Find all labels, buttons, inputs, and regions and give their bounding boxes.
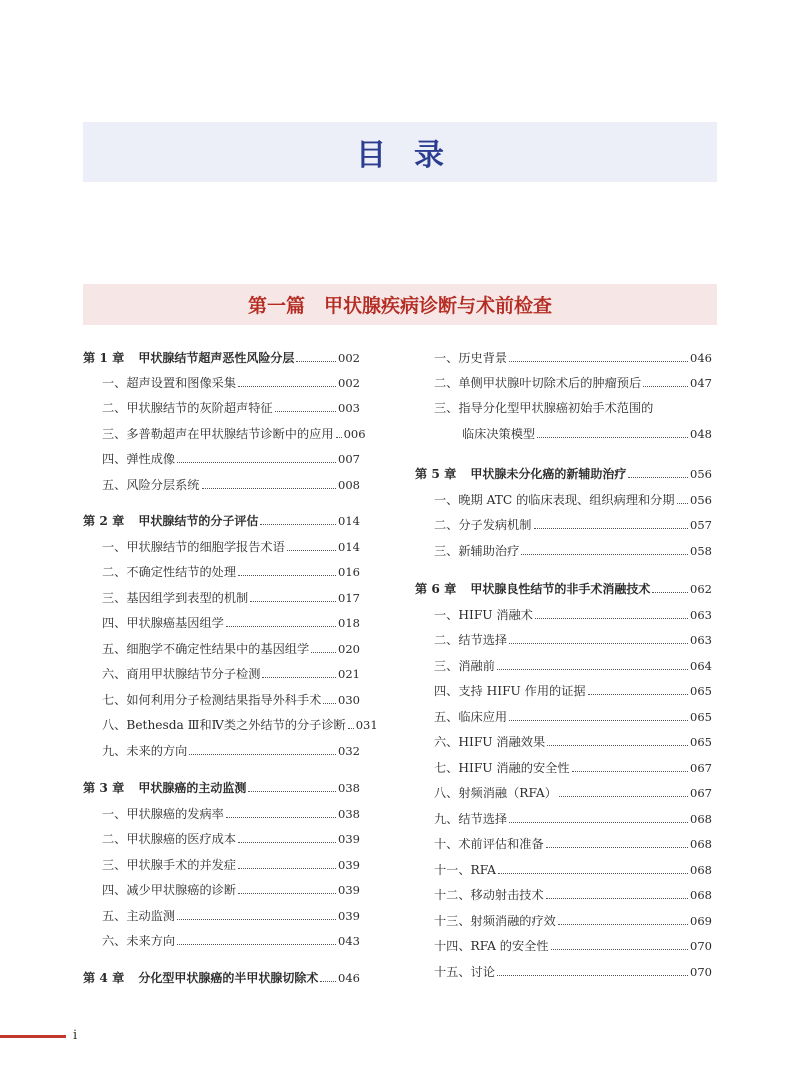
toc-entry-label: 六、未来方向 — [102, 934, 176, 948]
toc-section-entry[interactable] — [415, 960, 712, 980]
toc-page-number: 048 — [690, 427, 712, 441]
toc-entry-label: 八、射频消融（RFA） — [434, 786, 557, 800]
toc-section-entry[interactable] — [415, 909, 712, 929]
toc-entry-label: 二、单侧甲状腺叶切除术后的肿瘤预后 — [434, 376, 642, 390]
chapter-number: 第 4 章 — [83, 971, 125, 985]
toc-entry-label — [83, 513, 258, 529]
dot-leader — [296, 361, 336, 362]
toc-page-number: 063 — [690, 633, 712, 647]
footer-accent-bar — [0, 1035, 66, 1038]
toc-page-number: 002 — [338, 351, 360, 365]
toc-section-entry[interactable] — [415, 883, 712, 903]
toc-section-entry[interactable] — [415, 705, 712, 725]
toc-page-number: 038 — [338, 807, 360, 821]
toc-section-entry[interactable] — [83, 371, 360, 391]
toc-page-number: 056 — [690, 493, 712, 507]
toc-entry-label: 临床决策模型 — [462, 427, 536, 441]
toc-entry-label: 四、支持 HIFU 作用的证据 — [434, 684, 586, 698]
dot-leader — [509, 720, 688, 721]
toc-section-entry[interactable] — [415, 781, 712, 801]
toc-chapter-entry[interactable] — [415, 462, 712, 482]
dot-leader — [509, 822, 688, 823]
toc-page-number: 017 — [338, 591, 360, 605]
toc-entry-label: 十二、移动射击技术 — [434, 888, 544, 902]
toc-page-number: 030 — [338, 693, 360, 707]
toc-title: 目录 — [356, 138, 472, 173]
toc-entry-label: 三、多普勒超声在甲状腺结节诊断中的应用 — [102, 427, 334, 441]
toc-section-entry[interactable] — [83, 586, 360, 606]
part-title: 第一篇 甲状腺疾病诊断与术前检查 — [247, 295, 552, 317]
dot-leader — [287, 550, 336, 551]
toc-page-number: 058 — [690, 544, 712, 558]
dot-leader — [238, 868, 336, 869]
dot-leader — [559, 796, 688, 797]
toc-page-number: 068 — [690, 888, 712, 902]
toc-entry-label: 二、甲状腺癌的医疗成本 — [102, 832, 237, 846]
dot-leader — [497, 669, 688, 670]
dot-leader — [250, 601, 336, 602]
dot-leader — [537, 437, 688, 438]
toc-entry-label: 六、商用甲状腺结节分子检测 — [102, 667, 261, 681]
dot-leader — [534, 528, 689, 529]
dot-leader — [643, 386, 688, 387]
toc-page-number: 008 — [338, 478, 360, 492]
toc-entry-label — [83, 350, 294, 366]
toc-page-number: 039 — [338, 883, 360, 897]
toc-entry-label: 六、HIFU 消融效果 — [434, 735, 546, 749]
toc-entry-label — [83, 780, 246, 796]
chapter-title: 甲状腺未分化癌的新辅助治疗 — [470, 467, 627, 481]
toc-page-number: 038 — [338, 781, 360, 795]
toc-chapter-entry[interactable] — [83, 776, 360, 796]
toc-entry-label: 三、指导分化型甲状腺癌初始手术范围的 — [434, 401, 654, 415]
toc-page-number: 065 — [690, 710, 712, 724]
toc-entry-label: 十一、RFA — [434, 863, 496, 877]
toc-entry-label: 三、基因组学到表型的机制 — [102, 591, 249, 605]
toc-section-entry[interactable] — [415, 730, 712, 750]
toc-page-number: 043 — [338, 934, 360, 948]
toc-page-number: 056 — [690, 467, 712, 481]
toc-page-number: 046 — [338, 971, 360, 985]
toc-page-number: 065 — [690, 735, 712, 749]
toc-page-number: 014 — [338, 514, 360, 528]
toc-page-number: 014 — [338, 540, 360, 554]
chapter-title: 甲状腺癌的主动监测 — [138, 781, 247, 795]
toc-entry-label: 三、消融前 — [434, 659, 495, 673]
toc-section-entry[interactable] — [83, 904, 360, 924]
toc-entry-label: 十三、射频消融的疗效 — [434, 914, 556, 928]
dot-leader — [260, 524, 336, 525]
toc-entry-label: 四、弹性成像 — [102, 452, 176, 466]
toc-entry-label: 九、结节选择 — [434, 812, 508, 826]
toc-page-number: 002 — [338, 376, 360, 390]
toc-page-number: 070 — [690, 939, 712, 953]
dot-leader — [226, 626, 336, 627]
chapter-title: 分化型甲状腺癌的半甲状腺切除术 — [138, 971, 319, 985]
toc-page-number: 021 — [338, 667, 360, 681]
toc-section-entry[interactable] — [83, 473, 360, 493]
toc-section-entry[interactable] — [83, 422, 366, 442]
dot-leader — [546, 898, 688, 899]
toc-section-entry[interactable] — [415, 832, 712, 852]
toc-section-entry[interactable] — [83, 853, 360, 873]
chapter-title: 甲状腺结节超声恶性风险分层 — [138, 351, 295, 365]
toc-section-entry[interactable] — [415, 422, 712, 442]
dot-leader — [177, 919, 336, 920]
toc-page-number: 046 — [690, 351, 712, 365]
toc-page-number: 031 — [355, 718, 378, 732]
toc-entry-label: 十、术前评估和准备 — [434, 837, 544, 851]
toc-section-entry[interactable] — [83, 560, 360, 580]
toc-entry-label: 一、甲状腺结节的细胞学报告术语 — [102, 540, 285, 554]
dot-leader — [275, 411, 336, 412]
toc-page-number: 007 — [338, 452, 360, 466]
toc-entry-label: 八、Bethesda Ⅲ和Ⅳ类之外结节的分子诊断 — [102, 718, 346, 732]
dot-leader — [509, 361, 688, 362]
dot-leader — [226, 817, 336, 818]
dot-leader — [588, 694, 688, 695]
toc-section-entry[interactable] — [415, 858, 712, 878]
dot-leader — [551, 949, 688, 950]
toc-page-number: 064 — [690, 659, 712, 673]
toc-section-entry[interactable] — [83, 827, 360, 847]
chapter-title: 甲状腺结节的分子评估 — [138, 514, 259, 528]
toc-page-number: 018 — [338, 616, 360, 630]
toc-section-entry[interactable] — [83, 878, 360, 898]
toc-entry-label — [415, 466, 626, 482]
dot-leader — [320, 981, 336, 982]
toc-chapter-entry[interactable] — [83, 509, 360, 529]
toc-section-entry[interactable] — [83, 396, 360, 416]
toc-entry-label: 二、分子发病机制 — [434, 518, 532, 532]
toc-page-number: 057 — [690, 518, 712, 532]
toc-section-entry[interactable] — [415, 654, 712, 674]
toc-section-entry[interactable] — [83, 802, 360, 822]
chapter-number: 第 2 章 — [83, 514, 125, 528]
toc-entry-label: 四、减少甲状腺癌的诊断 — [102, 883, 237, 897]
toc-section-entry[interactable] — [415, 539, 712, 559]
toc-entry-label: 一、历史背景 — [434, 351, 508, 365]
toc-section-entry[interactable] — [415, 628, 712, 648]
toc-section-entry[interactable] — [415, 396, 712, 416]
toc-page-number: 063 — [690, 608, 712, 622]
toc-section-entry[interactable] — [415, 488, 712, 508]
toc-page-number: 067 — [690, 761, 712, 775]
toc-section-entry[interactable] — [83, 929, 360, 949]
toc-entry-label: 五、主动监测 — [102, 909, 176, 923]
toc-page-number: 069 — [690, 914, 712, 928]
dot-leader — [677, 503, 689, 504]
toc-entry-label: 二、结节选择 — [434, 633, 508, 647]
toc-page-number: 065 — [690, 684, 712, 698]
toc-entry-label — [83, 970, 318, 986]
toc-page-number: 047 — [690, 376, 712, 390]
chapter-number: 第 3 章 — [83, 781, 125, 795]
toc-section-entry[interactable] — [415, 346, 712, 366]
dot-leader — [177, 462, 336, 463]
toc-entry-label: 二、不确定性结节的处理 — [102, 565, 237, 579]
toc-chapter-entry[interactable] — [415, 577, 712, 597]
page-number: i — [73, 1028, 78, 1043]
toc-page-number: 003 — [338, 401, 360, 415]
toc-entry-label: 三、新辅助治疗 — [434, 544, 520, 558]
toc-entry-label: 七、如何利用分子检测结果指导外科手术 — [102, 693, 322, 707]
toc-entry-label: 九、未来的方向 — [102, 744, 188, 758]
dot-leader — [497, 975, 688, 976]
toc-page-number: 068 — [690, 837, 712, 851]
toc-page-number: 039 — [338, 858, 360, 872]
toc-section-entry[interactable] — [83, 637, 360, 657]
chapter-number: 第 5 章 — [415, 467, 457, 481]
toc-entry-label: 五、风险分层系统 — [102, 478, 200, 492]
toc-entry-label: 七、HIFU 消融的安全性 — [434, 761, 570, 775]
toc-entry-label: 二、甲状腺结节的灰阶超声特征 — [102, 401, 273, 415]
toc-entry-label — [415, 581, 650, 597]
chapter-title: 甲状腺良性结节的非手术消融技术 — [470, 582, 651, 596]
toc-section-entry[interactable] — [415, 807, 712, 827]
dot-leader — [202, 488, 337, 489]
toc-entry-label: 一、超声设置和图像采集 — [102, 376, 237, 390]
dot-leader — [348, 728, 354, 729]
toc-entry-label: 五、细胞学不确定性结果中的基因组学 — [102, 642, 310, 656]
dot-leader — [572, 771, 689, 772]
dot-leader — [336, 437, 342, 438]
toc-page-number: 068 — [690, 812, 712, 826]
toc-section-entry[interactable] — [83, 688, 360, 708]
dot-leader — [311, 652, 336, 653]
dot-leader — [323, 703, 336, 704]
toc-entry-label: 五、临床应用 — [434, 710, 508, 724]
dot-leader — [498, 873, 688, 874]
dot-leader — [546, 847, 688, 848]
toc-section-entry[interactable] — [83, 535, 360, 555]
dot-leader — [238, 893, 336, 894]
toc-title-band — [83, 122, 717, 182]
dot-leader — [547, 745, 688, 746]
toc-section-entry[interactable] — [415, 513, 712, 533]
toc-entry-label: 一、晚期 ATC 的临床表现、组织病理和分期 — [434, 493, 675, 507]
toc-page-number: 039 — [338, 909, 360, 923]
toc-chapter-entry[interactable] — [83, 966, 360, 986]
dot-leader — [248, 791, 336, 792]
toc-page-number: 062 — [690, 582, 712, 596]
toc-section-entry[interactable] — [83, 447, 360, 467]
toc-entry-label: 三、甲状腺手术的并发症 — [102, 858, 237, 872]
toc-page-number: 032 — [338, 744, 360, 758]
dot-leader — [262, 677, 336, 678]
dot-leader — [535, 618, 688, 619]
toc-section-entry[interactable] — [83, 713, 378, 733]
toc-entry-label: 四、甲状腺癌基因组学 — [102, 616, 224, 630]
toc-page-number: 016 — [338, 565, 360, 579]
toc-section-entry[interactable] — [415, 603, 712, 623]
toc-section-entry[interactable] — [415, 371, 712, 391]
dot-leader — [238, 575, 336, 576]
dot-leader — [521, 554, 688, 555]
toc-section-entry[interactable] — [415, 934, 712, 954]
toc-section-entry[interactable] — [83, 662, 360, 682]
dot-leader — [189, 754, 336, 755]
toc-entry-label: 一、甲状腺癌的发病率 — [102, 807, 224, 821]
toc-entry-label: 一、HIFU 消融术 — [434, 608, 533, 622]
toc-page-number: 020 — [338, 642, 360, 656]
dot-leader — [628, 477, 688, 478]
toc-entry-label: 十五、讨论 — [434, 965, 495, 979]
part-title-band — [83, 284, 717, 325]
toc-entry-label: 十四、RFA 的安全性 — [434, 939, 549, 953]
toc-page-number: 068 — [690, 863, 712, 877]
toc-page-number: 070 — [690, 965, 712, 979]
chapter-number: 第 1 章 — [83, 351, 125, 365]
chapter-number: 第 6 章 — [415, 582, 457, 596]
toc-page-number: 067 — [690, 786, 712, 800]
toc-page-number: 006 — [343, 427, 366, 441]
toc-section-entry[interactable] — [83, 611, 360, 631]
dot-leader — [652, 592, 688, 593]
dot-leader — [238, 842, 336, 843]
toc-section-entry[interactable] — [415, 679, 712, 699]
toc-section-entry[interactable] — [415, 756, 712, 776]
toc-page-number: 039 — [338, 832, 360, 846]
toc-chapter-entry[interactable] — [83, 346, 360, 366]
dot-leader — [177, 944, 336, 945]
dot-leader — [238, 386, 336, 387]
toc-section-entry[interactable] — [83, 739, 360, 759]
dot-leader — [558, 924, 688, 925]
dot-leader — [509, 643, 688, 644]
